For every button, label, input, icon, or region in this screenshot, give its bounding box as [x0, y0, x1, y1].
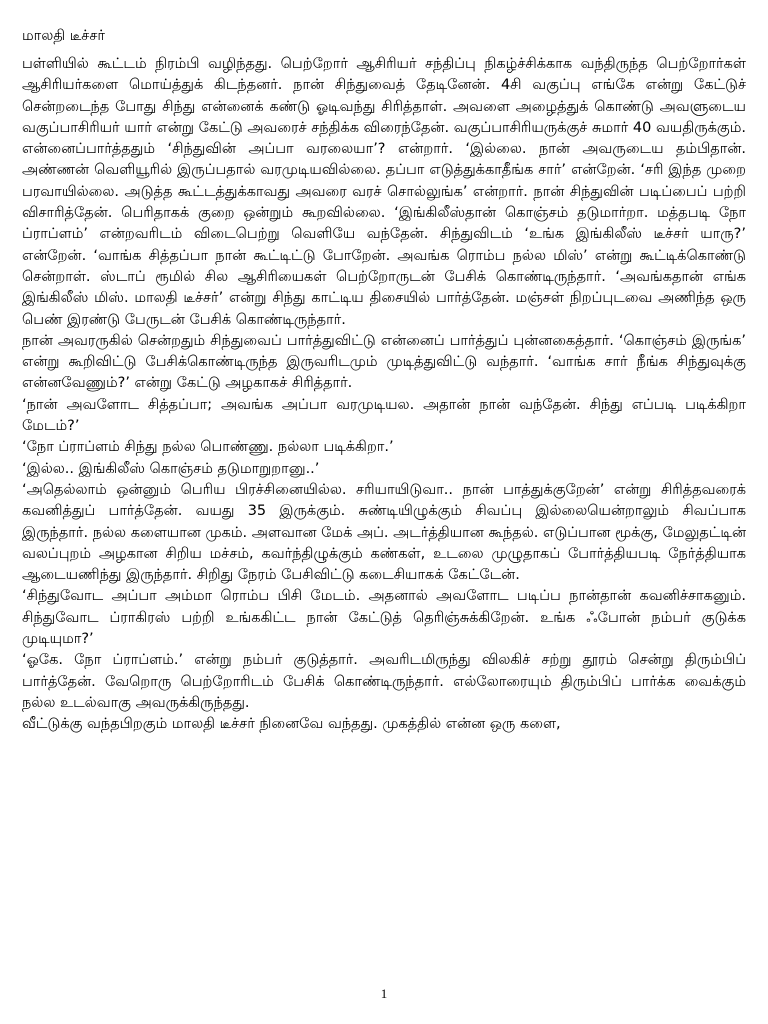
page-number: 1 [380, 986, 388, 1001]
paragraph: ‘நான் அவளோட சித்தப்பா; அவங்க அப்பா வரமுடியல. அதான் நான் வந்தேன். சிந்து எப்படி படிக்கிறா மேடம்?’ [22, 396, 746, 435]
paragraph: ‘சிந்துவோட அப்பா அம்மா ரொம்ப பிசி மேடம். அதனால் அவளோட படிப்ப நான்தான் கவனிச்சாகனும். சிந்துவோட ப்ராகிரஸ் பற்றி உங்ககிட்ட நான் கேட்டுத் தெரிஞ்சுக்கிறேன். உங்க ஃபோன் நம்பர் குடுக்க முடியுமா?’ [22, 588, 746, 648]
paragraph: நான் அவரருகில் சென்றதும் சிந்துவைப் பார்த்துவிட்டு என்னைப் பார்த்துப் புன்னகைத்தார். ‘கொஞ்சம் இருங்க’ என்று கூறிவிட்டு பேசிக்கொண்டிருந்த இருவரிடமும் முடித்துவிட்டு வந்தார். ‘வாங்க சார் நீங்க சிந்துவுக்கு என்னவேணும்?’ என்று கேட்டு அழகாகச் சிரித்தார். [22, 332, 746, 392]
document-page [22, 26, 746, 986]
paragraph: ‘அதெல்லாம் ஒன்னும் பெரிய பிரச்சினையில்ல. சரியாயிடுவா.. நான் பாத்துக்குறேன்’ என்று சிரித்தவரைக் கவனித்துப் பார்த்தேன். வயது 35 இருக்கும். சுண்டியிழுக்கும் சிவப்பு இல்லையென்றாலும் சிவப்பாக இருந்தார். நல்ல களையான முகம். அளவான மேக் அப். அடர்த்தியான கூந்தல். எடுப்பான மூக்கு, மேலுதட்டின் வலப்புறம் அழகான சிறிய மச்சம், கவர்ந்திழுக்கும் கண்கள், உடலை முழுதாகப் போர்த்தியபடி நேர்த்தியாக ஆடையணிந்து இருந்தார். சிறிது நேரம் பேசிவிட்டு கடைசியாகக் கேட்டேன். [22, 481, 746, 584]
paragraph: பள்ளியில் கூட்டம் நிரம்பி வழிந்தது. பெற்றோர் ஆசிரியர் சந்திப்பு நிகழ்ச்சிக்காக வந்திருந்த பெற்றோர்கள் ஆசிரியர்களை மொய்த்துக் கிடந்தனர். நான் சிந்துவைத் தேடினேன். 4சி வகுப்பு எங்கே என்று கேட்டுச் சென்றடைந்த போது சிந்து என்னைக் கண்டு ஓடிவந்து சிரித்தாள். அவளை அழைத்துக் கொண்டு அவளுடைய வகுப்பாசிரியர் யார் என்று கேட்டு அவரைச் சந்திக்க விரைந்தேன். வகுப்பாசிரியருக்குச் சுமார் 40 வயதிருக்கும். என்னைப்பார்த்ததும் ‘சிந்துவின் அப்பா வரலையா’? என்றார். ‘இல்லை. நான் அவருடைய தம்பிதான். அண்ணன் வெளியூரில் இருப்பதால் வரமுடியவில்லை. தப்பா எடுத்துக்காதீங்க சார்’ என்றேன். ‘சரி இந்த முறை பரவாயில்லை. அடுத்த கூட்டத்துக்காவது அவரை வரச் சொல்லுங்க’ என்றார். நான் சிந்துவின் படிப்பைப் பற்றி விசாரித்தேன். பெரிதாகக் குறை ஒன்றும் கூறவில்லை. ‘இங்கிலீஸ்தான் கொஞ்சம் தடுமார்றா. மத்தபடி நோ ப்ராப்ளம்’ என்றவரிடம் விடைபெற்று வெளியே வந்தேன். சிந்துவிடம் ‘உங்க இங்கிலீஸ் டீச்சர் யாரு?’ என்றேன். ‘வாங்க சித்தப்பா நான் கூட்டிட்டு போறேன். அவங்க ரொம்ப நல்ல மிஸ்’ என்று கூட்டிக்கொண்டு சென்றாள். ஸ்டாப் ரூமில் சில ஆசிரியைகள் பெற்றோருடன் பேசிக் கொண்டிருந்தார். ‘அவங்கதான் எங்க இங்கிலீஸ் மிஸ். மாலதி டீச்சர்’ என்று சிந்து காட்டிய திசையில் பார்த்தேன். மஞ்சள் நிறப்புடவை அணிந்த ஒரு பெண் இரண்டு பேருடன் பேசிக் கொண்டிருந்தார். [22, 56, 746, 328]
paragraph: வீட்டுக்கு வந்தபிறகும் மாலதி டீச்சர் நினைவே வந்தது. முகத்தில் என்ன ஒரு களை, [22, 716, 561, 733]
paragraph: ‘இல்ல.. இங்கிலீஸ் கொஞ்சம் தடுமாறுறானு..’ [22, 460, 320, 477]
paragraph: ‘நோ ப்ராப்ளம் சிந்து நல்ல பொண்ணு. நல்லா படிக்கிறா.’ [22, 439, 394, 456]
document-title: மாலதி டீச்சர் [22, 28, 105, 44]
paragraph: ‘ஓகே. நோ ப்ராப்ளம்.’ என்று நம்பர் குடுத்தார். அவரிடமிருந்து விலகிச் சற்று தூரம் சென்று திரும்பிப் பார்த்தேன். வேறொரு பெற்றோரிடம் பேசிக் கொண்டிருந்தார். எல்லோரையும் திரும்பிப் பார்க்க வைக்கும் நல்ல உடல்வாகு அவருக்கிருந்தது. [22, 652, 746, 711]
